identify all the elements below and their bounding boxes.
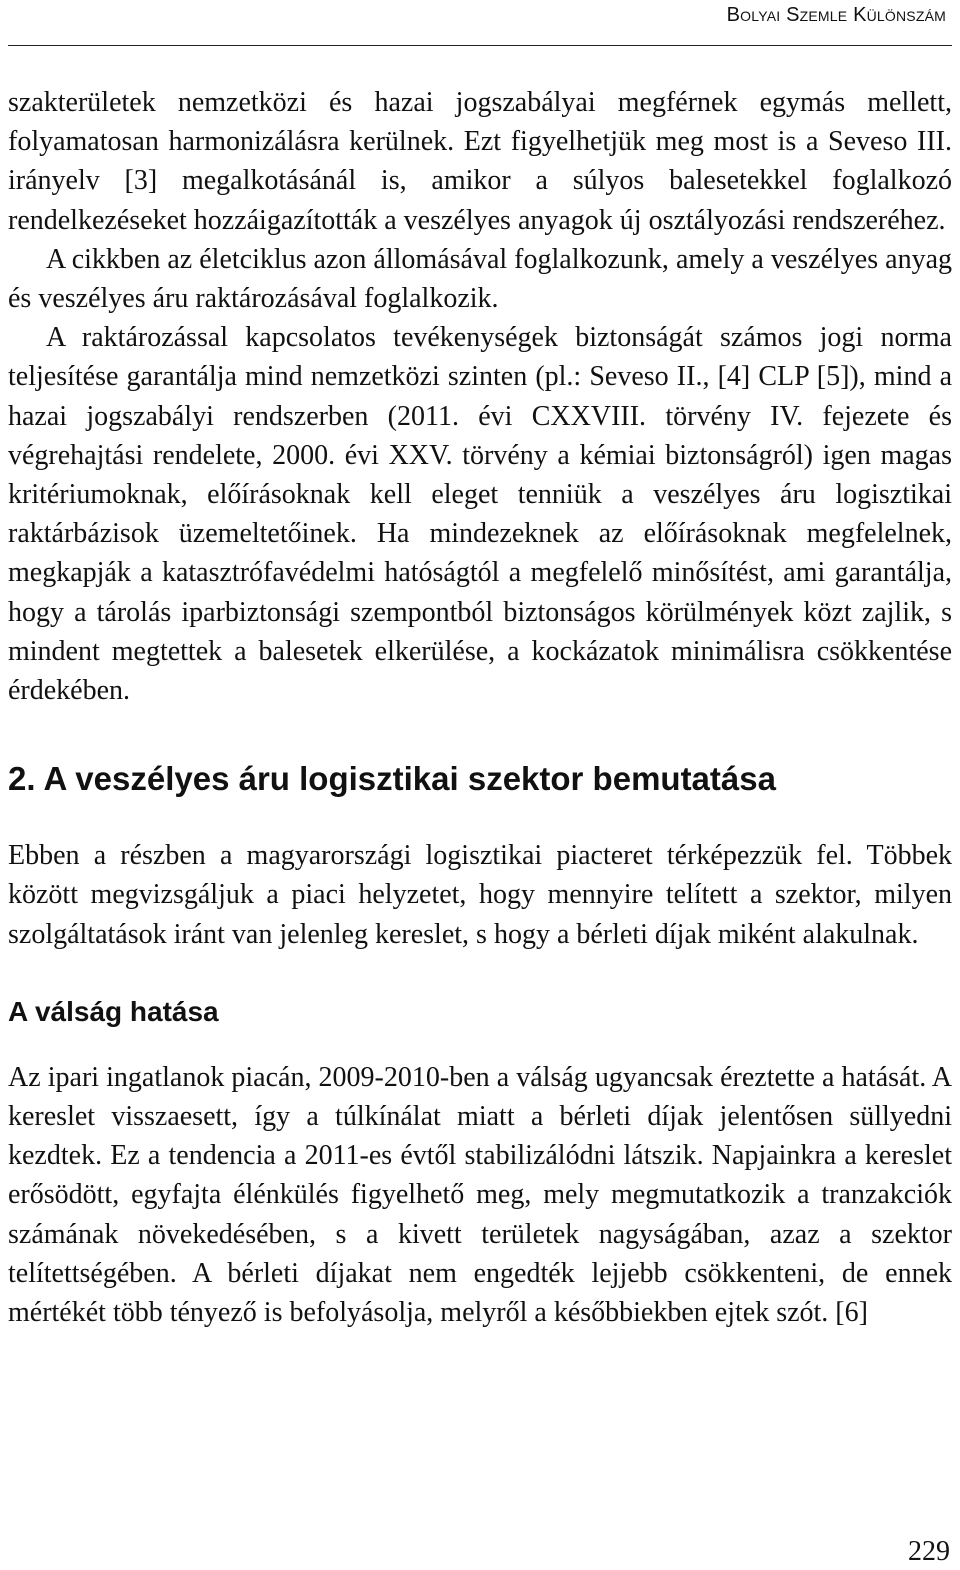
page-body (8, 83, 952, 1332)
page-number: 229 (908, 1536, 950, 1567)
section-intro-paragraph: Ebben a részben a magyarországi logisztikai piacteret térképezzük fel. Többek között megvizsgáljuk a piaci helyzetet, hogy mennyire telített a szektor, milyen szolgáltatások iránt van jelenleg kereslet, s hogy a bérleti díjak miként alakulnak. (8, 840, 952, 950)
running-header: Bolyai Szemle Különszám (726, 4, 946, 26)
section-heading (8, 759, 952, 799)
subsection-heading: A válság hatása (8, 995, 219, 1027)
subsection-paragraph: Az ipari ingatlanok piacán, 2009-2010-ben a válság ugyancsak éreztette a hatását. A kereslet visszaesett, így a túlkínálat miatt a bérleti díjak jelentősen süllyedni kezdtek. Ez a tendencia a 2011-es évtől stabilizálódni látszik. Napjainkra a kereslet erősödött, egyfajta élénkülés figyelhető meg, mely megmutatkozik a tranzakciók számának növekedésében, s a kivett területek nagyságában, azaz a szektor telítettségében. A bérleti díjakat nem engedték lejjebb csökkenteni, de ennek mértékét több tényező is befolyásolja, melyről a későbbiekben ejtek szót. [6] (8, 1061, 952, 1329)
paragraph-article-scope: A cikkben az életciklus azon állomásával foglalkozunk, amely a veszélyes anyag és veszélyes áru raktározásával foglalkozik. (8, 243, 952, 315)
paragraph-storage-safety: A raktározással kapcsolatos tevékenységek biztonságát számos jogi norma teljesítése garantálja mind nemzetközi szinten (pl.: Seveso II., [4] CLP [5]), mind a hazai jogszabályi rendszerben (2011. évi CXXVIII. törvény IV. fejezete és végrehajtási rendelete, 2000. évi XXV. törvény a kémiai biztonságról) igen magas kritériumoknak, előírásoknak kell eleget tenniük a veszélyes áru logisztikai raktárbázisok üzemeltetőinek. Ha mindezeknek az előírásoknak megfelelnek, megkapják a katasztrófavédelmi hatóságtól a megfelelő minősítést, ami garantálja, hogy a tárolás iparbiztonsági szempontból biztonságos körülmények közt zajlik, s mindent megtettek a balesetek elkerülése, a kockázatok minimálisra csökkentése érdekében. (8, 322, 952, 707)
section-number: 2. (8, 760, 36, 798)
header-rule (8, 45, 952, 46)
paragraph-continuation: szakterületek nemzetközi és hazai jogszabályai megférnek egymás mellett, folyamatosan harmonizálásra kerülnek. Ezt figyelhetjük meg most is a Seveso III. irányelv [3] megalkotásánál is, amikor a súlyos balesetekkel foglalkozó rendelkezéseket hozzáigazították a veszélyes anyagok új osztályozási rendszeréhez. (8, 87, 952, 236)
section-title: A veszélyes áru logisztikai szektor bemutatása (43, 760, 776, 798)
